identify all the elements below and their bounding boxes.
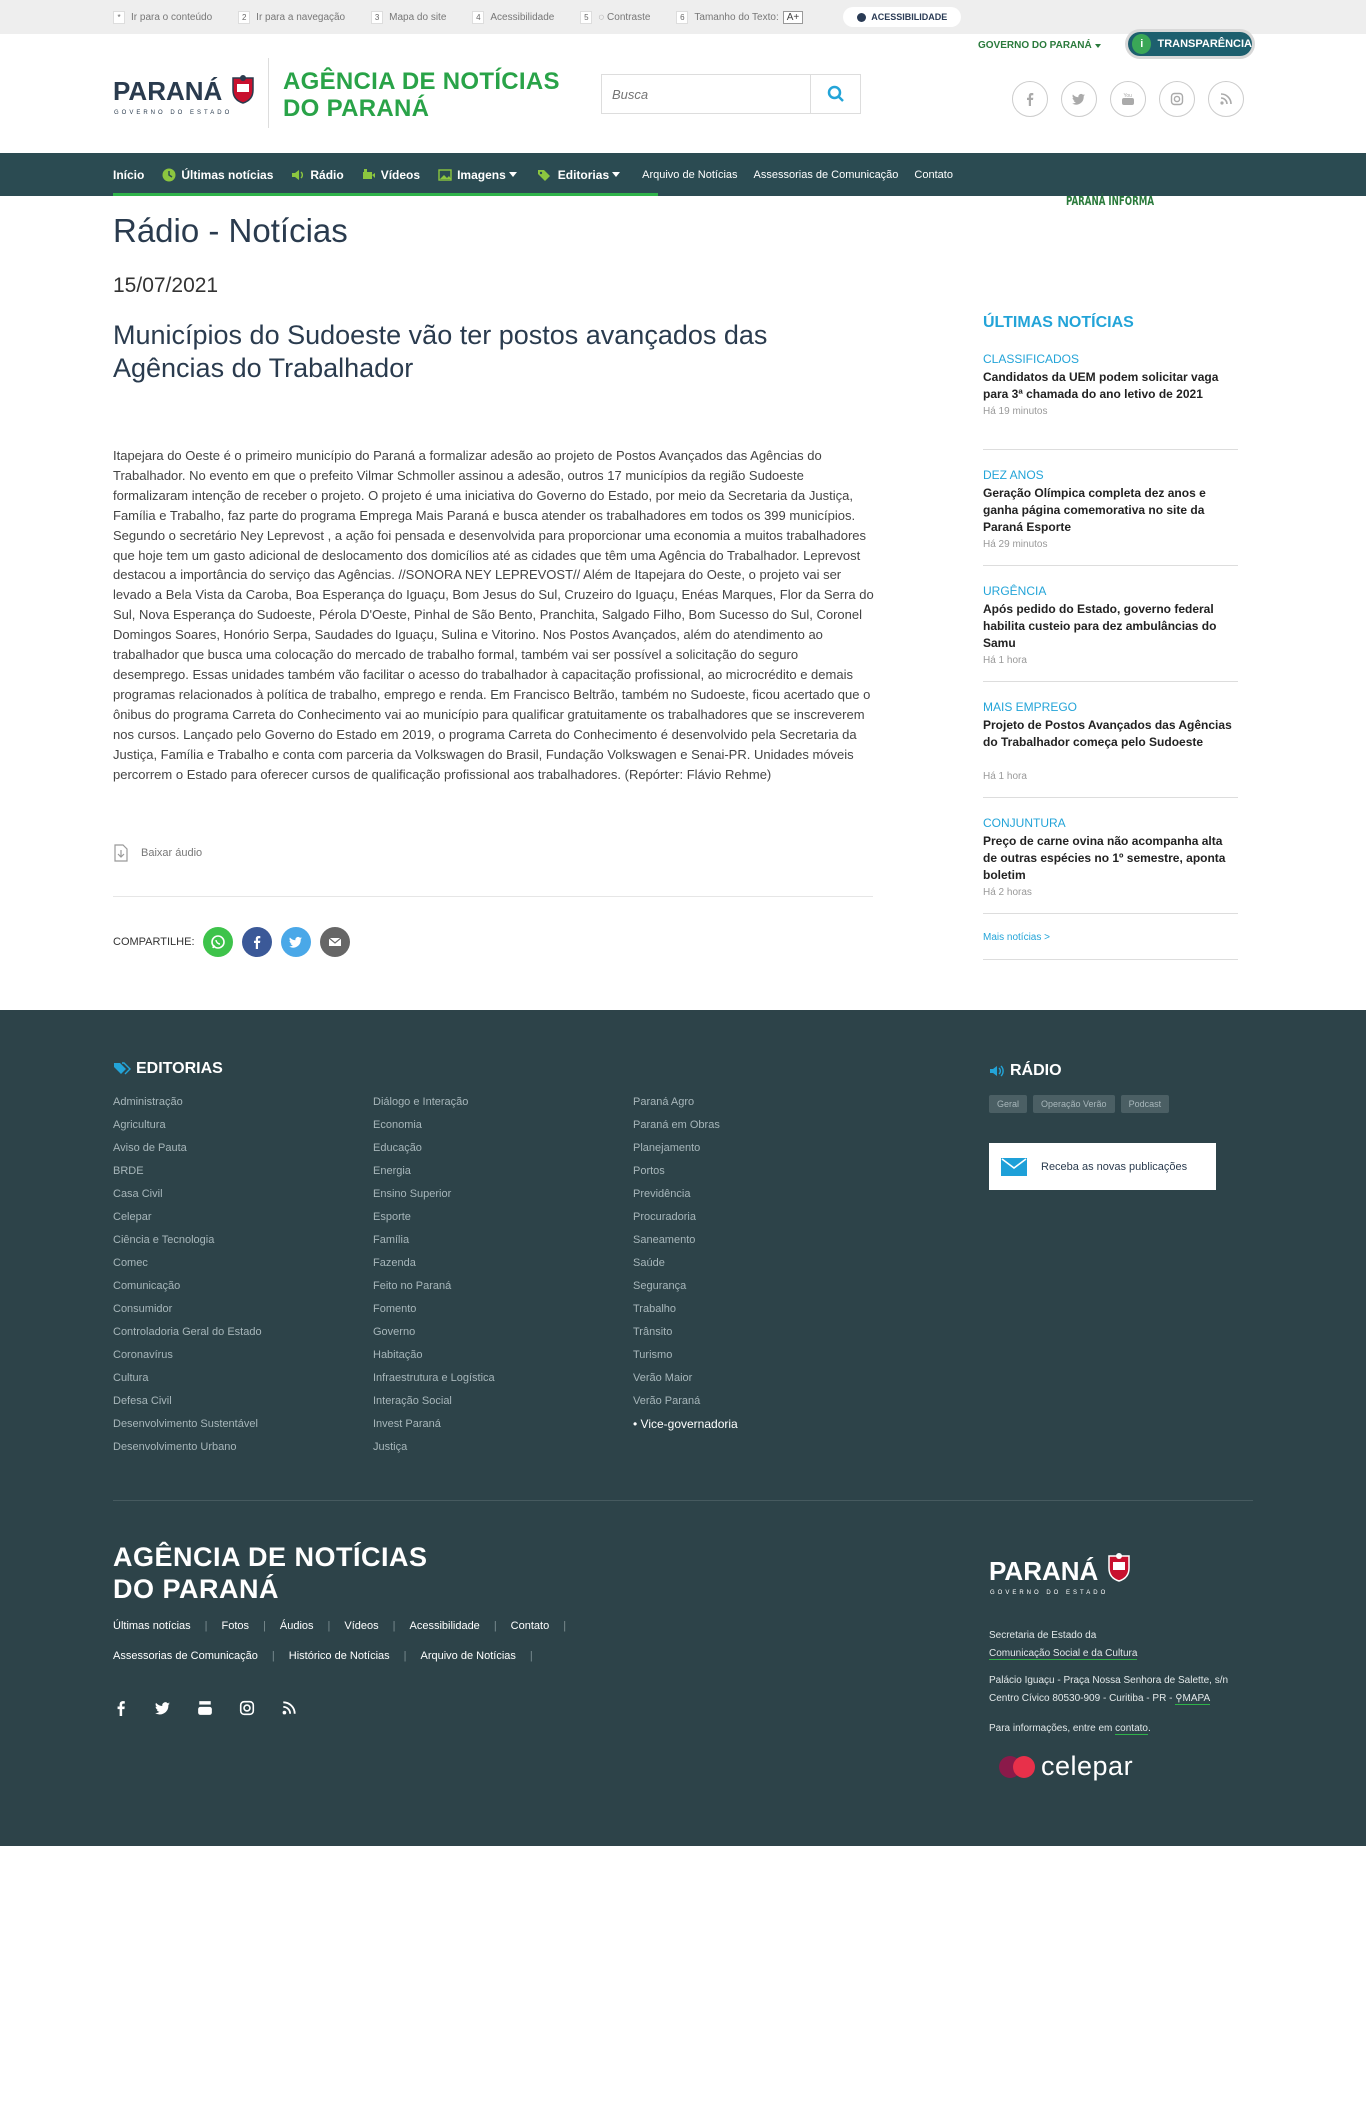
news-item[interactable]: DEZ ANOS Geração Olímpica completa dez anos e ganha página comemorativa no site da Paraná Esporte Há 29 minutos xyxy=(983,468,1238,566)
editoria-link[interactable]: Coronavírus xyxy=(113,1349,173,1361)
nav-contato[interactable]: Contato xyxy=(914,168,953,181)
divider xyxy=(113,896,873,897)
rss-icon xyxy=(1219,92,1233,106)
footer-link-assessorias[interactable]: Assessorias de Comunicação xyxy=(113,1650,258,1662)
share-twitter-button[interactable] xyxy=(281,927,311,957)
editoria-link[interactable]: Agricultura xyxy=(113,1119,166,1131)
editoria-link[interactable]: Infraestrutura e Logística xyxy=(373,1372,495,1384)
nav-videos[interactable]: Vídeos xyxy=(362,168,420,182)
tags-icon xyxy=(113,1062,131,1076)
editoria-link[interactable]: BRDE xyxy=(113,1165,144,1177)
site-footer xyxy=(0,1010,1366,1846)
header-social-links xyxy=(1012,81,1244,117)
footer-social-links xyxy=(113,1700,297,1716)
accessibility-link[interactable]: 4 Acessibilidade xyxy=(472,11,554,24)
latest-news-sidebar xyxy=(983,314,1238,960)
share-whatsapp-button[interactable] xyxy=(203,927,233,957)
parana-informa-banner[interactable]: PARANÁ INFORMA xyxy=(1066,194,1154,208)
nav-arquivo-noticias[interactable]: Arquivo de Notícias xyxy=(642,168,738,181)
footer-links-row-1: Últimas notícias | Fotos | Áudios | Vídeos | Acessibilidade | Contato | xyxy=(113,1620,567,1632)
download-file-icon xyxy=(113,844,129,862)
editoria-link[interactable]: Governo xyxy=(373,1326,416,1338)
secretaria-link[interactable]: Comunicação Social e da Cultura xyxy=(989,1648,1138,1659)
editoria-link[interactable]: Feito no Paraná xyxy=(373,1280,452,1292)
search-button[interactable] xyxy=(810,75,860,113)
contrast-toggle[interactable]: 5 ◌ Contraste xyxy=(580,11,650,24)
editoria-link[interactable]: Segurança xyxy=(633,1280,687,1292)
editoria-link[interactable]: Administração xyxy=(113,1096,183,1108)
speaker-icon xyxy=(989,1064,1005,1078)
editoria-link[interactable]: Invest Paraná xyxy=(373,1418,441,1430)
rss-link[interactable] xyxy=(1208,81,1244,117)
search-box xyxy=(601,74,861,114)
page-title: Rádio - Notícias xyxy=(113,212,348,249)
editoria-link[interactable]: Diálogo e Interação xyxy=(373,1096,469,1108)
footer-links-row-2: Assessorias de Comunicação | Histórico de Notícias | Arquivo de Notícias | xyxy=(113,1650,533,1662)
editoria-link[interactable]: Saneamento xyxy=(633,1234,696,1246)
editoria-link[interactable]: Educação xyxy=(373,1142,422,1154)
footer-link-contato[interactable]: Contato xyxy=(510,1620,550,1632)
nav-radio[interactable]: Rádio xyxy=(291,168,343,182)
footer-link-historico[interactable]: Histórico de Notícias xyxy=(288,1650,390,1662)
editoria-link[interactable]: Procuradoria xyxy=(633,1211,696,1223)
twitter-icon xyxy=(1072,92,1086,106)
footer-secretaria: Secretaria de Estado da Comunicação Social e da Cultura xyxy=(989,1630,1138,1659)
editoria-link[interactable]: Aviso de Pauta xyxy=(113,1142,187,1154)
editoria-link[interactable]: Trânsito xyxy=(633,1326,673,1338)
footer-parana-logo[interactable]: PARANÁ GOVERNO DO ESTADO xyxy=(989,1552,1149,1602)
youtube-icon xyxy=(1121,92,1135,106)
editoria-link[interactable]: Energia xyxy=(373,1165,411,1177)
news-item[interactable]: CONJUNTURA Preço de carne ovina não acompanha alta de outras espécies no 1º semestre, aponta boletim Há 2 horas xyxy=(983,816,1238,914)
footer-address: Palácio Iguaçu - Praça Nossa Senhora de Salette, s/n Centro Cívico 80530-909 - Curitiba - PR - ⚲MAPA xyxy=(989,1675,1229,1704)
nav-assessorias[interactable]: Assessorias de Comunicação xyxy=(753,168,899,181)
caret-down-icon xyxy=(509,172,517,177)
envelope-icon xyxy=(328,935,342,949)
editoria-link[interactable]: Comec xyxy=(113,1257,148,1269)
youtube-icon[interactable] xyxy=(197,1700,213,1716)
chevron-down-icon xyxy=(1095,44,1101,48)
editoria-link[interactable]: Celepar xyxy=(113,1211,152,1223)
tags-icon xyxy=(535,168,553,182)
footer-divider xyxy=(113,1500,1253,1501)
editoria-link[interactable]: Saúde xyxy=(633,1257,665,1269)
site-header xyxy=(0,34,1366,153)
footer-link-audios[interactable]: Áudios xyxy=(279,1620,314,1632)
nav-editorias[interactable]: Editorias xyxy=(535,168,620,182)
twitter-icon[interactable] xyxy=(155,1700,171,1716)
logo-divider xyxy=(268,58,269,128)
caret-down-icon xyxy=(612,172,620,177)
editoria-link[interactable]: Habitação xyxy=(373,1349,423,1361)
footer-link-fotos[interactable]: Fotos xyxy=(221,1620,250,1632)
nav-imagens[interactable]: Imagens xyxy=(438,168,517,182)
download-audio-link[interactable]: Baixar áudio xyxy=(113,844,202,862)
editoria-link[interactable]: Família xyxy=(373,1234,410,1246)
editorias-column-2 xyxy=(373,1095,495,1463)
editoria-link[interactable]: Defesa Civil xyxy=(113,1395,172,1407)
editorias-heading: EDITORIAS xyxy=(113,1060,223,1078)
rss-icon[interactable] xyxy=(281,1700,297,1716)
skip-to-content-link[interactable]: * Ir para o conteúdo xyxy=(113,11,212,24)
parana-logo[interactable]: PARANÁ GOVERNO DO ESTADO xyxy=(113,72,268,118)
facebook-icon xyxy=(250,935,264,949)
instagram-icon xyxy=(1170,92,1184,106)
footer-link-arquivo[interactable]: Arquivo de Notícias xyxy=(420,1650,516,1662)
editoria-link[interactable]: Trabalho xyxy=(633,1303,677,1315)
text-size-control: 6 Tamanho do Texto: A+ xyxy=(676,11,803,24)
share-email-button[interactable] xyxy=(320,927,350,957)
governo-parana-dropdown[interactable]: GOVERNO DO PARANÁ xyxy=(978,40,1101,51)
agency-title[interactable]: AGÊNCIA DE NOTÍCIAS DO PARANÁ xyxy=(283,68,560,122)
nav-inicio[interactable]: Início xyxy=(113,167,145,182)
transparency-button[interactable]: i TRANSPARÊNCIA xyxy=(1125,29,1255,59)
share-facebook-button[interactable] xyxy=(242,927,272,957)
skip-to-navigation-link[interactable]: 2 Ir para a navegação xyxy=(238,11,345,24)
editorias-column-3 xyxy=(633,1095,738,1440)
editoria-link[interactable]: Turismo xyxy=(633,1349,673,1361)
radio-tag-podcast[interactable]: Podcast xyxy=(1121,1095,1170,1113)
instagram-link[interactable] xyxy=(1159,81,1195,117)
main-navigation xyxy=(0,153,1366,196)
editoria-link[interactable]: Ensino Superior xyxy=(373,1188,452,1200)
text-size-increase-button[interactable]: A+ xyxy=(783,11,804,24)
radio-tag-operacao-verao[interactable]: Operação Verão xyxy=(1033,1095,1115,1113)
editoria-link[interactable]: Planejamento xyxy=(633,1142,701,1154)
editoria-link[interactable]: Casa Civil xyxy=(113,1188,163,1200)
news-item[interactable]: CLASSIFICADOS Candidatos da UEM podem solicitar vaga para 3ª chamada do ano letivo de 2021 Há 19 minutos xyxy=(983,352,1238,450)
whatsapp-icon xyxy=(210,934,226,950)
article-body: Itapejara do Oeste é o primeiro município do Paraná a formalizar adesão ao projeto de Postos Avançados das Agências do Trabalhador. No evento em que o prefeito Vilmar Schmoller assinou a adesão, outros 17 municípios da região Sudoeste formalizaram intenção de receber o projeto. O projeto é uma iniciativa do Governo do Estado, por meio da Secretaria da Justiça, Família e Trabalho, faz parte do programa Emprega Mais Paraná e busca atender os trabalhadores em todos os 399 municípios. Segundo o secretário Ney Leprevost , a ação foi pensada e desenvolvida para proporcionar uma economia a muitos trabalhadores que hoje tem um gasto adicional de deslocamento dos domicílios até as cidades que têm uma Agência do Trabalhador. Leprevost destacou a importância do serviço das Agências. //SONORA NEY LEPREVOST// Além de Itapejara do Oeste, o projeto vai ser levado a Bela Vista da Caroba, Boa Esperança do Iguaçu, Bom Jesus do Sul, Cruzeiro do Iguaçu, Enéas Marques, Flor da Serra do Sul, Nova Esperança do Sudoeste, Pérola D'Oeste, Pinhal de São Bento, Pranchita, Salgado Filho, Bom Sucesso do Sul, Coronel Domingos Soares, Honório Serpa, Saudades do Iguaçu, Sulina e Vitorino. Nos Postos Avançados, além do atendimento ao trabalhador que busca uma colocação do mercado de trabalho formal, também vai ser possível a solicitação do seguro desemprego. Essas unidades também vão facilitar o acesso do trabalhador à capacitação profissional, ao microcrédito e demais programas relacionados à política de trabalho, emprego e renda. Em Francisco Beltrão, também no Sudoeste, ficou acertado que o ônibus do programa Carreta do Conhecimento vai ao município para qualificar gratuitamente os trabalhadores que se inscreverem nos cursos. Lançado pelo Governo do Estado em 2019, o programa Carreta do Conhecimento é desenvolvido pela Secretaria da Justiça, Família e Trabalho e conta com parceria da Volkswagen do Brasil, Fundação Volkswagen e Senai-PR. Unidades móveis percorrem o Estado para oferecer cursos de qualificação profissional aos trabalhadores. (Repórter: Flávio Rehme) xyxy=(113,448,874,782)
editoria-link[interactable]: Interação Social xyxy=(373,1395,452,1407)
search-icon xyxy=(827,85,845,103)
editoria-link[interactable]: Fazenda xyxy=(373,1257,416,1269)
footer-link-acessibilidade[interactable]: Acessibilidade xyxy=(409,1620,480,1632)
radio-heading: RÁDIO xyxy=(989,1062,1062,1080)
editoria-link[interactable]: Comunicação xyxy=(113,1280,181,1292)
contact-link[interactable]: contato xyxy=(1115,1723,1148,1734)
footer-link-ultimas-noticias[interactable]: Últimas notícias xyxy=(113,1620,191,1632)
article-date: 15/07/2021 xyxy=(113,274,219,297)
speaker-icon xyxy=(291,168,305,182)
svg-text:You: You xyxy=(1123,93,1132,99)
radio-tag-geral[interactable]: Geral xyxy=(989,1095,1027,1113)
footer-link-videos[interactable]: Vídeos xyxy=(344,1620,379,1632)
radio-tags xyxy=(989,1095,1175,1113)
editoria-link[interactable]: Desenvolvimento Sustentável xyxy=(113,1418,258,1430)
editoria-link[interactable]: • Vice-governadoria xyxy=(633,1417,738,1431)
editoria-link[interactable]: Cultura xyxy=(113,1372,149,1384)
footer-agency-title: AGÊNCIA DE NOTÍCIAS DO PARANÁ xyxy=(113,1542,428,1604)
twitter-icon xyxy=(289,935,303,949)
editorias-column-1 xyxy=(113,1095,262,1463)
image-icon xyxy=(438,168,452,182)
facebook-icon xyxy=(1023,92,1037,106)
editoria-link[interactable]: Paraná Agro xyxy=(633,1096,695,1108)
sitemap-link[interactable]: 3 Mapa do site xyxy=(371,11,446,24)
editoria-link[interactable]: Justiça xyxy=(373,1441,408,1453)
news-item[interactable]: MAIS EMPREGO Projeto de Postos Avançados das Agências do Trabalhador começa pelo Sudoeste Há 1 hora xyxy=(983,700,1238,798)
editoria-link[interactable]: Portos xyxy=(633,1165,665,1177)
article-headline: Municípios do Sudoeste vão ter postos avançados das Agências do Trabalhador xyxy=(113,320,768,383)
clock-icon xyxy=(162,168,176,182)
editoria-link[interactable]: Desenvolvimento Urbano xyxy=(113,1441,237,1453)
editoria-link[interactable]: Consumidor xyxy=(113,1303,173,1315)
twitter-link[interactable] xyxy=(1061,81,1097,117)
celepar-logo[interactable]: celepar xyxy=(999,1751,1133,1782)
editoria-link[interactable]: Economia xyxy=(373,1119,422,1131)
subscribe-button[interactable]: Receba as novas publicações xyxy=(989,1143,1216,1190)
facebook-icon[interactable] xyxy=(113,1700,129,1716)
more-news-link[interactable]: Mais notícias > xyxy=(983,932,1238,960)
youtube-link[interactable] xyxy=(1110,81,1146,117)
envelope-icon xyxy=(1001,1158,1027,1176)
coat-of-arms-icon xyxy=(229,74,257,104)
accessibility-button[interactable]: ACESSIBILIDADE xyxy=(843,7,961,27)
search-input[interactable] xyxy=(602,75,810,113)
info-icon: i xyxy=(1132,34,1151,54)
latest-news-title: ÚLTIMAS NOTÍCIAS xyxy=(983,314,1134,331)
accessibility-icon xyxy=(857,13,866,22)
map-link[interactable]: ⚲MAPA xyxy=(1175,1693,1211,1704)
editoria-link[interactable]: Esporte xyxy=(373,1211,411,1223)
video-camera-icon xyxy=(362,168,376,182)
share-bar: COMPARTILHE: xyxy=(113,927,359,957)
coat-of-arms-icon xyxy=(1105,1552,1133,1582)
main-content xyxy=(113,196,1253,1010)
editoria-link[interactable]: Fomento xyxy=(373,1303,417,1315)
news-item[interactable]: URGÊNCIA Após pedido do Estado, governo federal habilita custeio para dez ambulâncias do Samu Há 1 hora xyxy=(983,584,1238,682)
map-pin-icon: ⚲ xyxy=(1175,1693,1183,1704)
editoria-link[interactable]: Verão Maior xyxy=(633,1372,693,1384)
nav-ultimas-noticias[interactable]: Últimas notícias xyxy=(162,168,273,182)
facebook-link[interactable] xyxy=(1012,81,1048,117)
footer-contact: Para informações, entre em contato. xyxy=(989,1723,1151,1734)
editoria-link[interactable]: Paraná em Obras xyxy=(633,1119,720,1131)
editoria-link[interactable]: Controladoria Geral do Estado xyxy=(113,1326,262,1338)
instagram-icon[interactable] xyxy=(239,1700,255,1716)
editoria-link[interactable]: Verão Paraná xyxy=(633,1395,701,1407)
editoria-link[interactable]: Ciência e Tecnologia xyxy=(113,1234,215,1246)
editoria-link[interactable]: Previdência xyxy=(633,1188,691,1200)
